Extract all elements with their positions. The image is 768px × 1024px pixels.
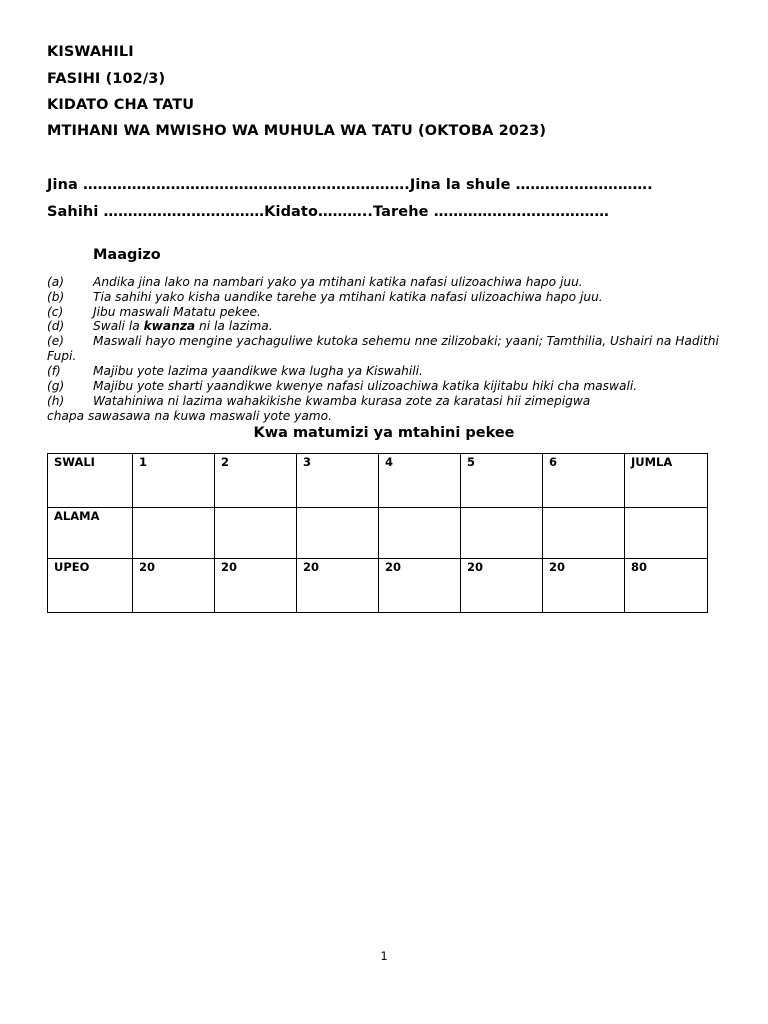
instruction-text: Andika jina lako na nambari yako ya mtihani katika nafasi ulizoachiwa hapo juu.: [93, 275, 583, 289]
instruction-text: Majibu yote sharti yaandikwe kwenye nafasi ulizoachiwa katika kijitabu hiki cha maswali.: [93, 379, 638, 393]
instruction-label: (d): [47, 319, 65, 333]
instruction-text: Majibu yote lazima yaandikwe kwa lugha ya Kiswahili.: [93, 364, 423, 378]
max-score-cell: 20: [215, 559, 297, 613]
instruction-text-bold: kwanza: [143, 319, 196, 333]
instruction-text-after: ni la lazima.: [195, 319, 273, 333]
exam-title: MTIHANI WA MWISHO WA MUHULA WA TATU (OKTOBA 2023): [47, 123, 547, 139]
max-score-cell: 20: [543, 559, 625, 613]
question-number-cell: 1: [133, 454, 215, 508]
instruction-text: Jibu maswali Matatu pekee.: [93, 305, 261, 319]
question-number-cell: 5: [461, 454, 543, 508]
instructions-heading: Maagizo: [93, 247, 161, 263]
row-header-alama: ALAMA: [48, 508, 133, 559]
instruction-text: Maswali hayo mengine yachaguliwe kutoka sehemu nne zilizobaki; yaani; Tamthilia, Ushairi na Hadithi Fupi.: [47, 334, 719, 363]
max-score-cell: 20: [461, 559, 543, 613]
instruction-text: Tia sahihi yako kisha uandike tarehe ya mtihani katika nafasi ulizoachiwa hapo juu.: [93, 290, 603, 304]
question-number-cell: 6: [543, 454, 625, 508]
total-header-cell: JUMLA: [625, 454, 708, 508]
form-level: KIDATO CHA TATU: [47, 97, 195, 113]
score-cell: [543, 508, 625, 559]
page-number: 1: [380, 949, 388, 963]
instruction-item: [47, 319, 727, 334]
max-score-cell: 20: [379, 559, 461, 613]
score-cell: [297, 508, 379, 559]
instruction-item: [47, 379, 727, 394]
instruction-item: [47, 334, 727, 363]
instruction-label: (a): [47, 275, 64, 289]
instruction-label: (e): [47, 334, 65, 348]
question-number-cell: 4: [379, 454, 461, 508]
instruction-item: [47, 305, 727, 320]
score-cell: [133, 508, 215, 559]
instruction-label: (c): [47, 305, 64, 319]
score-cell: [461, 508, 543, 559]
instruction-item: [47, 394, 727, 409]
instruction-label: (f): [47, 364, 61, 378]
instruction-text: Watahiniwa ni lazima wahakikishe kwamba kurasa zote za karatasi hii zimepigwa: [93, 394, 591, 408]
name-school-field-line: Jina ………………………………………………………….Jina la shule ……………………….: [47, 177, 653, 193]
row-header-upeo: UPEO: [48, 559, 133, 613]
score-table: [47, 453, 708, 613]
instruction-label: (b): [47, 290, 65, 304]
instruction-item: [47, 290, 727, 305]
table-row: [48, 454, 708, 508]
score-cell: [215, 508, 297, 559]
table-caption: Kwa matumizi ya mtahini pekee: [253, 425, 515, 441]
instruction-text-before: Swali la: [93, 319, 144, 333]
score-cell: [379, 508, 461, 559]
max-score-cell: 20: [297, 559, 379, 613]
instruction-text-continued: chapa sawasawa na kuwa maswali yote yamo.: [47, 409, 332, 423]
instruction-label: (h): [47, 394, 65, 408]
instruction-continuation: [47, 409, 727, 424]
row-header-swali: SWALI: [48, 454, 133, 508]
instruction-item: [47, 275, 727, 290]
signature-form-date-field-line: Sahihi ……………………………Kidato………..Tarehe ………………………………: [47, 204, 609, 220]
question-number-cell: 3: [297, 454, 379, 508]
subject-title: KISWAHILI: [47, 44, 134, 60]
instruction-label: (g): [47, 379, 65, 393]
table-row: [48, 508, 708, 559]
total-score-cell: [625, 508, 708, 559]
question-number-cell: 2: [215, 454, 297, 508]
instruction-item: [47, 364, 727, 379]
table-row: [48, 559, 708, 613]
total-max-cell: 80: [625, 559, 708, 613]
paper-code: FASIHI (102/3): [47, 71, 166, 87]
max-score-cell: 20: [133, 559, 215, 613]
